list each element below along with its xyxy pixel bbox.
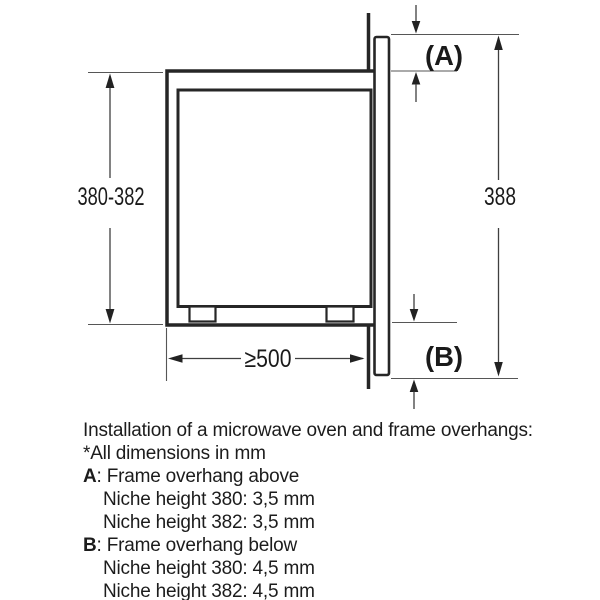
arrowhead-up (106, 74, 115, 89)
dim-label-niche-depth: ≥500 (244, 345, 292, 373)
caption-item-b-detail-2: Niche height 382: 4,5 mm (103, 581, 315, 600)
arrowhead-down (494, 362, 503, 377)
caption-item-b (83, 534, 583, 557)
dim-label-frame-height: 388 (484, 183, 516, 211)
caption-item-a-detail-1: Niche height 380: 3,5 mm (103, 489, 315, 510)
dim-frame-height (484, 36, 516, 377)
dim-niche-depth (167, 328, 365, 381)
caption-item-a-detail-2: Niche height 382: 3,5 mm (103, 512, 315, 533)
caption-item-b-key: B (83, 535, 97, 556)
arrowhead-down (412, 21, 421, 34)
label-overhang-below: (B) (425, 341, 463, 372)
caption-item-a-text: : Frame overhang above (96, 466, 300, 487)
caption-note: *All dimensions in mm (83, 443, 266, 464)
caption-item-a (83, 465, 583, 488)
arrowhead-down (410, 309, 419, 322)
oven-foot-right (327, 307, 354, 322)
label-overhang-above: (A) (425, 40, 463, 71)
arrowhead-up (494, 36, 503, 51)
caption-item-a-key: A (83, 466, 97, 487)
arrowhead-left (168, 354, 183, 363)
arrowhead-up (412, 72, 421, 85)
oven-body (178, 90, 371, 307)
caption-item-b-detail-1: Niche height 380: 4,5 mm (103, 558, 315, 579)
oven-foot-left (190, 307, 216, 322)
microwave-oven (178, 90, 371, 322)
arrowhead-right (350, 354, 365, 363)
arrowhead-up (410, 380, 419, 393)
dim-label-niche-height: 380-382 (77, 183, 145, 211)
frame-panel (375, 37, 390, 375)
dim-niche-height (78, 73, 164, 325)
dim-overhang-above (391, 5, 519, 102)
caption-item-b-text: : Frame overhang below (96, 535, 298, 556)
caption-title: Installation of a microwave oven and frame overhangs: (83, 420, 533, 441)
arrowhead-down (106, 309, 115, 324)
caption-block (83, 419, 583, 600)
